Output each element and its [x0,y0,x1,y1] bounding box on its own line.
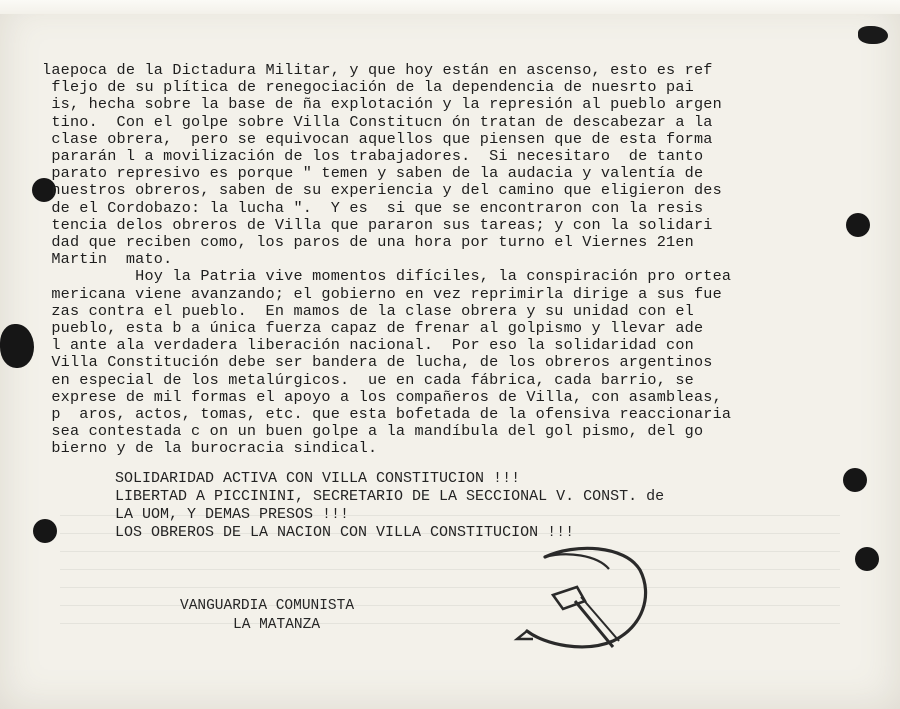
binder-hole [33,519,57,543]
body-line: clase obrera, pero se equivocan aquellos que piensen que de esta forma [42,129,713,148]
binder-hole [843,468,867,492]
body-line: parato represivo es porque " temen y saben de la audacia y valentía de [42,164,704,183]
signature-block [180,597,354,635]
body-line: Hoy la Patria vive momentos difíciles, la conspiración pro orteа [42,267,732,286]
body-line: is, hecha sobre la base de ña explotación y la represión al pueblo argen [42,95,722,114]
body-line: de el Cordobazo: la lucha ". Y es si que se encontraron con la resis [42,198,704,217]
body-line: sea contestada c on un buen golpe a la mandíbula del gol pismo, del go [42,422,704,441]
signature-location: LA MATANZA [233,617,321,633]
body-line: bierno y de la burocracia sindical. [42,439,378,458]
body-line: pararán l a movilización de los trabajadores. Si necesitaro de tanto [42,147,704,166]
body-line: exprese de mil formas el apoyo a los compañeros de Villa, con asambleas, [42,387,722,406]
body-line: Martin mato. [42,250,173,269]
letter-body [42,62,832,458]
slogan-line: LIBERTAD A PICCININI, SECRETARIO DE LA SECCIONAL V. CONST. de [115,488,665,505]
slogan-block [115,470,815,542]
page-edge [0,0,900,14]
binder-hole [0,324,34,368]
body-line: zas contra el pueblo. En mamos de la clase obrera y su unidad con el [42,301,694,320]
body-line: tino. Con el golpe sobre Villa Constitucn ón tratan de descabezar a la [42,112,713,131]
body-line: dad que reciben como, los paros de una hora por turno el Viernes 21en [42,233,694,252]
binder-hole [846,213,870,237]
slogan-line: LOS OBREROS DE LA NACION CON VILLA CONSTITUCION !!! [115,524,575,541]
body-line: flejo de su plítica de renegociación de la dependencia de nuesrto pai [42,78,694,97]
ink-blot [858,26,888,44]
body-line: Villa Constitución debe ser bandera de lucha, de los obreros argentinos [42,353,713,372]
body-line: en especial de los metalúrgicos. ue en cada fábrica, cada barrio, se [42,370,694,389]
slogan-line: SOLIDARIDAD ACTIVA CON VILLA CONSTITUCION !!! [115,470,521,487]
hammer-and-sickle-icon [505,535,665,660]
signature-org: VANGUARDIA COMUNISTA [180,598,355,614]
body-line: tencia delos obreros de Villa que pararon sus tareas; y con la solidari [42,215,713,234]
body-line: pueblo, esta b a única fuerza capaz de frenar al golpismo y llevar ade [42,319,704,338]
binder-hole [855,547,879,571]
body-line: nuestros obreros, saben de su experiencia y del camino que eligieron des [42,181,722,200]
body-line: l ante ala verdadera liberación nacional. Por eso la solidaridad con [42,336,694,355]
body-line: mericana viene avanzando; el gobierno en vez reprimirla dirige a sus fue [42,284,722,303]
slogan-line: LA UOM, Y DEMAS PRESOS !!! [115,506,350,523]
body-line: laepoca de la Dictadura Militar, y que hoy están en ascenso, esto es ref [42,61,713,79]
body-line: p aros, actos, tomas, etc. que esta bofetada de la ofensiva reaccionaria [42,405,732,424]
